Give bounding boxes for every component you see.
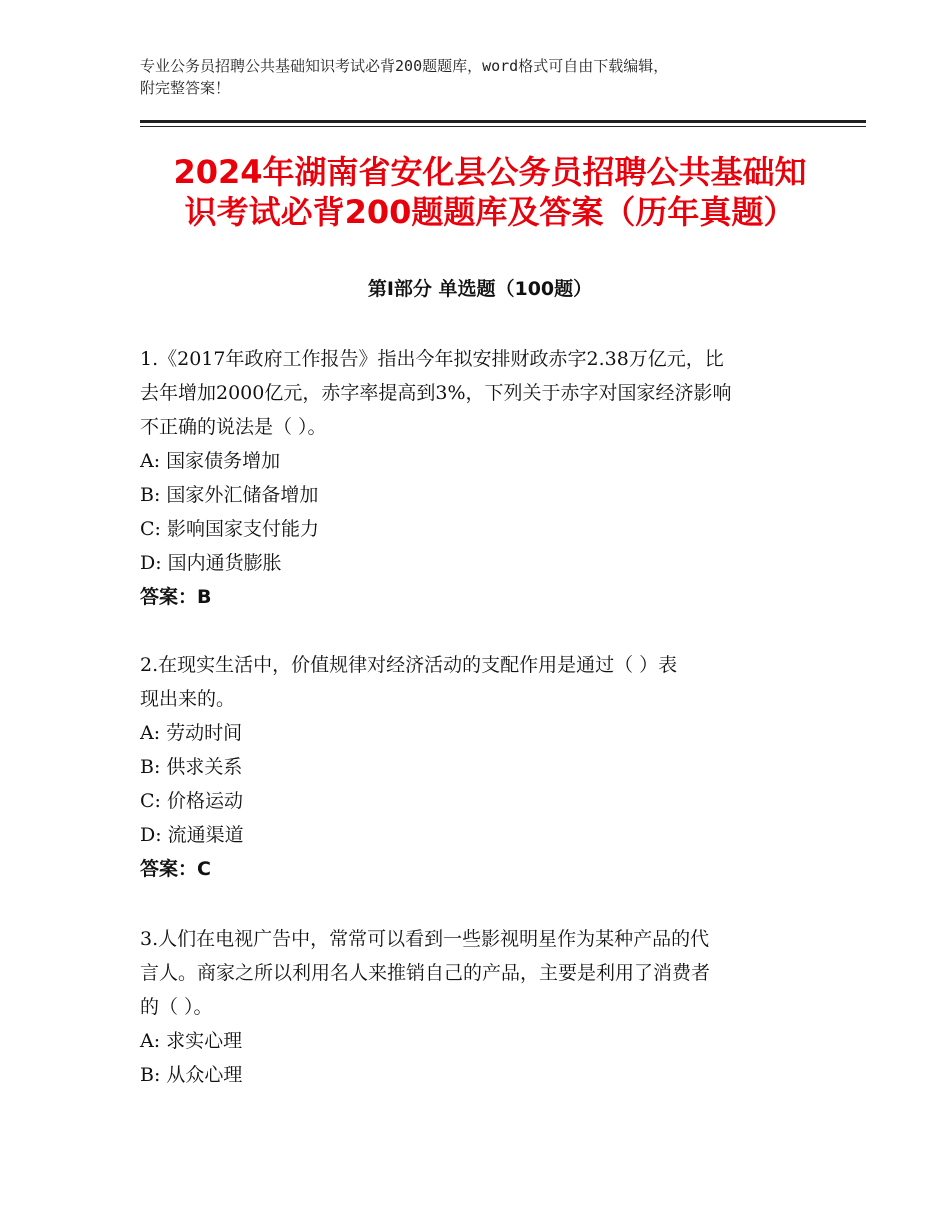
- answer: 答案：C: [140, 858, 211, 880]
- question-3: [140, 922, 820, 1092]
- header-divider: [140, 126, 866, 127]
- question-stem-line: 不正确的说法是（ ）。: [140, 416, 327, 438]
- option-c: C: 价格运动: [140, 790, 243, 812]
- option-a: A: 求实心理: [140, 1030, 243, 1052]
- option-a: A: 劳动时间: [140, 722, 243, 744]
- option-a: A: 国家债务增加: [140, 450, 281, 472]
- question-2: [140, 648, 820, 886]
- answer: 答案：B: [140, 586, 212, 608]
- header-note-line: 专业公务员招聘公共基础知识考试必背200题题库，word格式可自由下载编辑，: [140, 57, 669, 75]
- option-b: B: 供求关系: [140, 756, 243, 778]
- option-b: B: 从众心理: [140, 1064, 243, 1086]
- document-title-line: 2024年湖南省安化县公务员招聘公共基础知: [173, 153, 807, 191]
- question-1: [140, 342, 820, 614]
- question-stem-line: 3.人们在电视广告中，常常可以看到一些影视明星作为某种产品的代: [140, 928, 710, 950]
- option-b: B: 国家外汇储备增加: [140, 484, 319, 506]
- option-d: D: 国内通货膨胀: [140, 552, 282, 574]
- header-note-line: 附完整答案！: [140, 79, 231, 97]
- question-stem-line: 的（ ）。: [140, 996, 213, 1018]
- question-stem-line: 去年增加2000亿元，赤字率提高到3%，下列关于赤字对国家经济影响: [140, 382, 732, 404]
- question-stem-line: 现出来的。: [140, 688, 236, 710]
- section-heading: 第Ⅰ部分 单选题（100题）: [367, 278, 593, 300]
- question-stem-line: 1.《2017年政府工作报告》指出今年拟安排财政赤字2.38万亿元，比: [140, 348, 724, 370]
- document-title: [140, 152, 840, 232]
- question-stem-line: 言人。商家之所以利用名人来推销自己的产品，主要是利用了消费者: [140, 962, 711, 984]
- option-d: D: 流通渠道: [140, 824, 244, 846]
- option-c: C: 影响国家支付能力: [140, 518, 319, 540]
- header-note: [140, 55, 820, 99]
- header-divider: [140, 120, 866, 123]
- document-title-line: 识考试必背200题题库及答案（历年真题）: [184, 193, 796, 231]
- question-stem-line: 2.在现实生活中，价值规律对经济活动的支配作用是通过（ ）表: [140, 654, 678, 676]
